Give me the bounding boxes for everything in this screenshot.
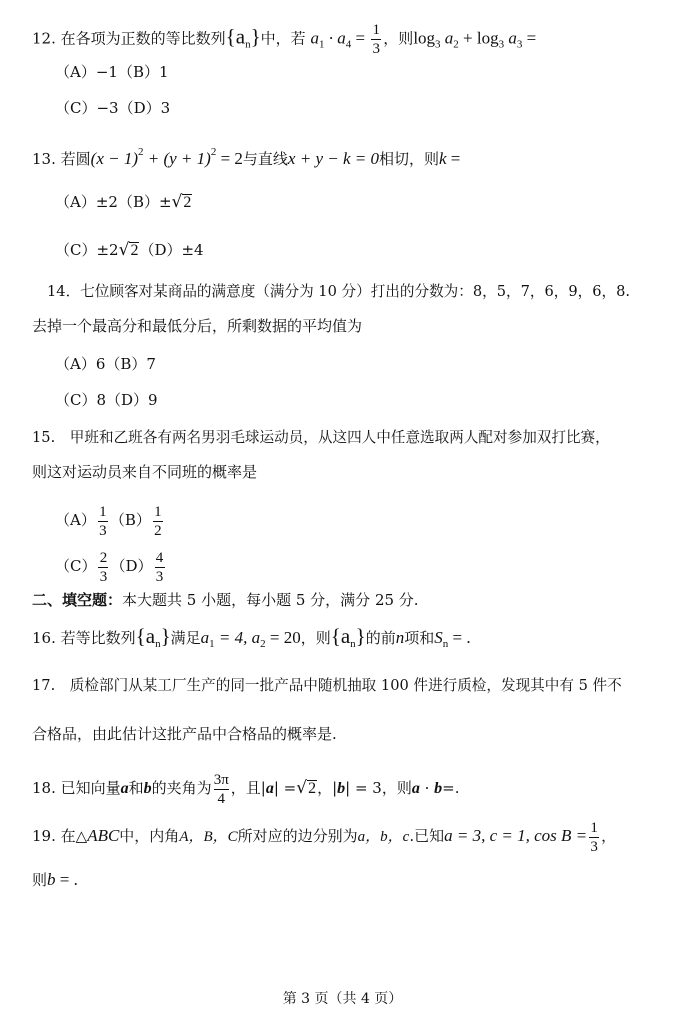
sqrt-symbol: √ 2	[171, 192, 192, 212]
vector-a: a	[120, 780, 129, 797]
q14-options-cd: （C）8（D）9	[55, 391, 158, 409]
q13-options-cd: （C）±2 √ 2 （D）±4	[55, 240, 204, 260]
q13-stem: 13. 若圆$(x - 1)^2 + (y + 1)^2 = 2$与直线x + y − k = 0相切，则k =	[32, 146, 461, 168]
sqrt-symbol: √ 2	[118, 240, 139, 260]
q14-stem-line1: 14．七位顾客对某商品的满意度（满分为 10 分）打出的分数为：8，5，7，6，9，6，8.	[47, 283, 631, 300]
q15-stem-line1: 15. 甲班和乙班各有两名男羽毛球运动员，从这四人中任意选取两人配对参加双打比赛，	[32, 429, 610, 446]
q15-frac-d: $\frac{4}{3}$	[155, 549, 164, 585]
q18-stem: 18. 已知向量a和b的夹角为 $\frac{3\pi}{4}$ ，且|a| = √ 2 ，|b| = 3，则a · b=.	[32, 771, 460, 807]
q18-fraction: $\frac{3\pi}{4}$	[213, 771, 229, 807]
q15-options-ab: （A） $\frac{1}{3}$ （B） $\frac{1}{2}$	[55, 503, 162, 539]
q15-frac-c: $\frac{2}{3}$	[99, 549, 108, 585]
q17-stem-line1: 17. 质检部门从某工厂生产的同一批产品中随机抽取 100 件进行质检，发现其中有 5 件不	[32, 677, 622, 694]
q17-stem-line2: 合格品，由此估计这批产品中合格品的概率是.	[32, 725, 337, 743]
section-heading: 二、填空题：本大题共 5 小题，每小题 5 分，满分 25 分.	[32, 591, 419, 609]
q15-frac-a: $\frac{1}{3}$	[99, 503, 107, 539]
q12-options-cd: （C）−3（D）3	[55, 99, 171, 117]
q12-fraction: $\frac{1}{3}$	[372, 22, 381, 57]
q15-stem-line2: 则这对运动员来自不同班的概率是	[32, 463, 258, 481]
q19-stem: 19. 在△ABC中，内角A，B，C所对应的边分别为a，b，c.已知a = 3, c = 1, cos B = $\frac{1}{3}$ ，	[32, 819, 617, 855]
q12-stem: 12. 在各项为正数的等比数列$\{a_n\}$中，若 $a_1 \cdot a_4$ = $\frac{1}{3}$ ，则$\log_3 a_2 + \log_3 a_3$ =	[32, 22, 537, 57]
q12-options-ab: （A）−1（B）1	[55, 63, 169, 81]
q15-options-cd: （C） $\frac{2}{3}$ （D） $\frac{4}{3}$	[55, 549, 164, 585]
q14-options-ab: （A）6（B）7	[55, 355, 156, 373]
q13-options-ab: （A）±2（B）± √ 2	[55, 192, 192, 212]
sqrt-symbol: √ 2	[296, 778, 317, 798]
vector-b: b	[143, 780, 152, 797]
q19-fraction: $\frac{1}{3}$	[590, 819, 598, 855]
q19-stem-line2: 则b = .	[32, 870, 78, 889]
page-footer: 第 3 页（共 4 页）	[282, 991, 403, 1007]
q14-stem-line2: 去掉一个最高分和最低分后，所剩数据的平均值为	[32, 317, 363, 335]
q16-stem: 16. 若等比数列$\{a_n\}$满足$a_1 = 4$, $a_2 = 20$，则$\{a_n\}$的前n项和$S_n$ = .	[32, 624, 471, 650]
q15-frac-b: $\frac{1}{2}$	[154, 503, 162, 539]
